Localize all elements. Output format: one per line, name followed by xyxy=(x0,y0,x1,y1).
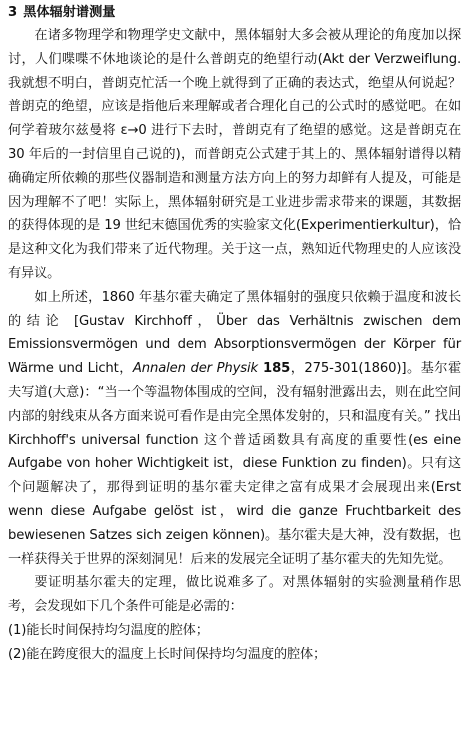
section-number: 3 xyxy=(8,5,18,20)
section-title: 黑体辐射谱测量 xyxy=(23,5,116,20)
conditions-list xyxy=(8,619,461,667)
section-heading xyxy=(8,2,461,24)
paragraph-2-text-a: 如上所述，1860 年基尔霍夫确定了黑体辐射的强度只依赖于温度和波长的结论 [Gustav Kirchhoff，Über das Verhältnis zwischen dem Emissionsvermögen und dem Absorptionsvermögen der Körper für Wärme und Licht， xyxy=(8,289,461,377)
condition-item-2: (2)能在跨度很大的温度上长时间保持均匀温度的腔体； xyxy=(8,646,327,662)
condition-item-1: (1)能长时间保持均匀温度的腔体； xyxy=(8,622,209,638)
journal-volume: 185 xyxy=(257,361,291,377)
paragraph-3: 要证明基尔霍夫的定理，做比说难多了。对黑体辐射的实验测量稍作思考，会发现如下几个条件可能是必需的： xyxy=(8,575,461,615)
paragraph-2 xyxy=(8,286,461,572)
journal-name: Annalen der Physik xyxy=(132,361,258,377)
paragraph-1: 在诸多物理学和物理学史文献中，黑体辐射大多会被从理论的角度加以探讨，人们喋喋不休地谈论的是什么普朗克的绝望行动(Akt der Verzweiflung.我就想不明白，普朗克忙活一个晚上就得到了正确的表达式，绝望从何说起？普朗克的绝望，应该是指他后来理解或者合理化自己的公式时的感觉吧。在如何学着玻尔兹曼将 ε→0 进行下去时，普朗克有了绝望的感觉。这是普朗克在 30 年后的一封信里自己说的)，而普朗克公式建于其上的、黑体辐射谱得以精确确定所依赖的那些仪器制造和测量方法方向上的努力却鲜有人提及，可能是因为理解不了吧！实际上，黑体辐射研究是工业进步需求带来的课题，其数据的获得体现的是 19 世纪末德国优秀的实验家文化(Experimentierkultur)，恰是这种文化为我们带来了近代物理。关于这一点，熟知近代物理史的人应该没有异议。 xyxy=(8,28,461,281)
paragraph-2-text-b: ，275-301(1860)]。基尔霍夫写道(大意)：“当一个等温物体围成的空间，没有辐射泄露出去，则在此空间内部的射线束从各方面来说可看作是由完全黑体发射的，只和温度有关。” 找出 Kirchhoff's universal function 这个普适函数具有高度的重要性(es eine Aufgabe von hoher Wichtigkeit ist，diese Funktion zu finden)。只有这个问题解决了，那得到证明的基尔霍夫定律之富有成果才会展现出来(Erst wenn diese Aufgabe gelöst ist，wird die ganze Fruchtbarkeit des bewiesenen Satzes sich zeigen können)。基尔霍夫是大神，没有数据，也一样获得关于世界的深刻洞见！后来的发展完全证明了基尔霍夫的先知先觉。 xyxy=(8,361,461,567)
